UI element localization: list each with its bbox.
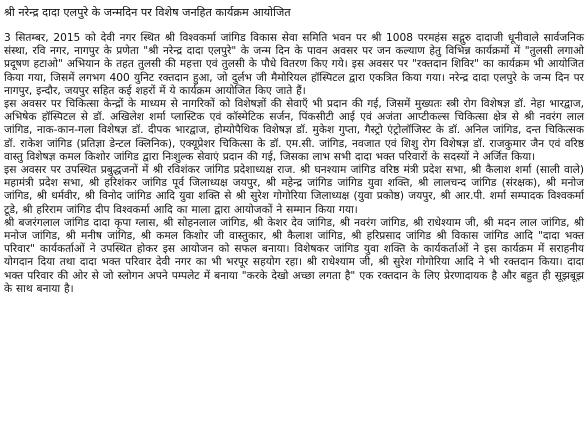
article-title: श्री नरेन्द्र दादा एलपुरे के जन्मदिन पर विशेष जनहित कार्यक्रम आयोजित <box>4 6 291 19</box>
article-paragraph-3: इस अवसर पर उपस्थित प्रबुद्धजनों में श्री रविशंकर जांगिड प्रदेशाध्यक्ष राज. श्री घनश्याम जांगिड वरिष्ठ मंत्री प्रदेश सभा, श्री कैलाश शर्मा (साली वाले) महामंत्री प्रदेश सभा, श्री हरिशंकर जांगिड पूर्व जिलाध्यक्ष जयपुर, श्री महेन्द्र जांगिड जांगिड युवा शक्ति, श्री लालचन्द जांगिड (संरक्षक), श्री मनोज जांगिड, श्री धर्मवीर, श्री विनोद जांगिड आदि युवा शक्ति से श्री सुरेश गोगोरिया जिलाध्यक्ष (युवा प्रकोष्ठ) जयपुर, श्री आर.पी. शर्मा सम्पादक विश्वकर्मा टूडे, श्री हरिराम जांगिड दीप विश्वकर्मा आदि का माला द्वारा आयोजकों ने सम्मान किया गया। <box>4 164 584 216</box>
article-paragraph-2: इस अवसर पर चिकित्सा केन्द्रों के माध्यम से नागरिकों को विशेषज्ञों की सेवाएँ भी प्रदान की गई, जिसमें मुख्यतः स्त्री रोग विशेषज्ञ डॉ. नेहा भारद्वाज, अभिषेक हॉस्पिटल से डॉ. अखिलेश शर्मा प्लास्टिक एवं कॉस्मेटिक सर्जन, पिंकसीटी आई एवं अजंता आप्टीकल्स चिकित्सा क्षेत्र से श्री नवरंग लाल जांगिड, नाक-कान-गला विशेषज्ञ डॉ. दीपक भारद्वाज, होम्योपैथिक विशेषज्ञ डॉ. मुकेश गुप्ता, गैस्ट्रो एंट्रोलॉजिस्ट के डॉ. अनिल जांगिड, दन्त चिकित्सक डॉ. राकेश जांगिड (प्रतिज्ञा डेन्टल क्लिनिक), एक्यूप्रेशर चिकित्सा के डॉ. एम.सी. जांगिड, नवजात एवं शिशु रोग विशेषज्ञ डॉ. राजकुमार जैन एवं वरिष्ठ वास्तु विशेषज्ञ कमल किशोर जांगिड द्वारा निःशुल्क सेवाएं प्रदान की गई, जिसका लाभ सभी दादा भक्त परिवारों के सदस्यों ने अर्जित किया। <box>4 98 584 163</box>
article-paragraph-4: श्री बजरंगलाल जांगिड दादा कृपा ग्लास, श्री सोहनलाल जांगिड, श्री केशर देव जांगिड, श्री नवरंग जांगिड, श्री राधेश्याम जी, श्री मदन लाल जांगिड, श्री मनोज जांगिड, श्री मनीष जांगिड, श्री कमल किशोर जी वास्तुकार, श्री कैलाश जांगिड, श्री हरिप्रसाद जांगिड श्री विकास जांगिड आदि "दादा भक्त परिवार" कार्यकर्ताओं ने उपस्थित होकर इस आयोजन को सफल बनाया। विशेषकर जांगिड युवा शक्ति के कार्यकर्ताओं ने इस कार्यक्रम में सराहनीय योगदान दिया तथा दादा भक्त परिवार देवी नगर का भी भरपूर सहयोग रहा। श्री राधेश्याम जी, श्री सुरेश गोगोरिया आदि ने भी रक्तदान किया। दादा भक्त परिवार की ओर से जो स्लोगन अपने पम्पलेट में बनाया "करके देखो अच्छा लगता है" एक रक्तदान के लिए प्रेरणादायक है और बहुत ही सूझबूझ के साथ बनाया है। <box>4 216 584 295</box>
article-paragraph-1: 3 सितम्बर, 2015 को देवी नगर स्थित श्री विश्वकर्मा जांगिड विकास सेवा समिति भवन पर श्री 1008 परमहंस सद्गुरु दादाजी धूनीवाले सार्वजनिक संस्था, रवि नगर, नागपुर के प्रणेता "श्री नरेन्द्र दादा एलपुरे" के जन्म दिन के पावन अवसर पर जन कल्याण हेतु विभिन्न कार्यक्रमों में "तुलसी लगाओ प्रदूषण हटाओ" अभियान के तहत तुलसी की महत्ता एवं तुलसी के पौधे वितरण किए गये। इस अवसर पर "रक्तदान शिविर" का कार्यक्रम भी आयोजित किया गया, जिसमें लगभग 400 युनिट रक्तदान हुआ, जो दुर्लभ जी मैमोरियल हॉस्पिटल द्वारा एकत्रित किया गया। नरेन्द्र दादा एलपुरे के जन्म दिन पर नागपुर, इन्दौर, जयपुर सहित कई शहरों में ये कार्यक्रम आयोजित किए जाते हैं। <box>4 32 584 97</box>
